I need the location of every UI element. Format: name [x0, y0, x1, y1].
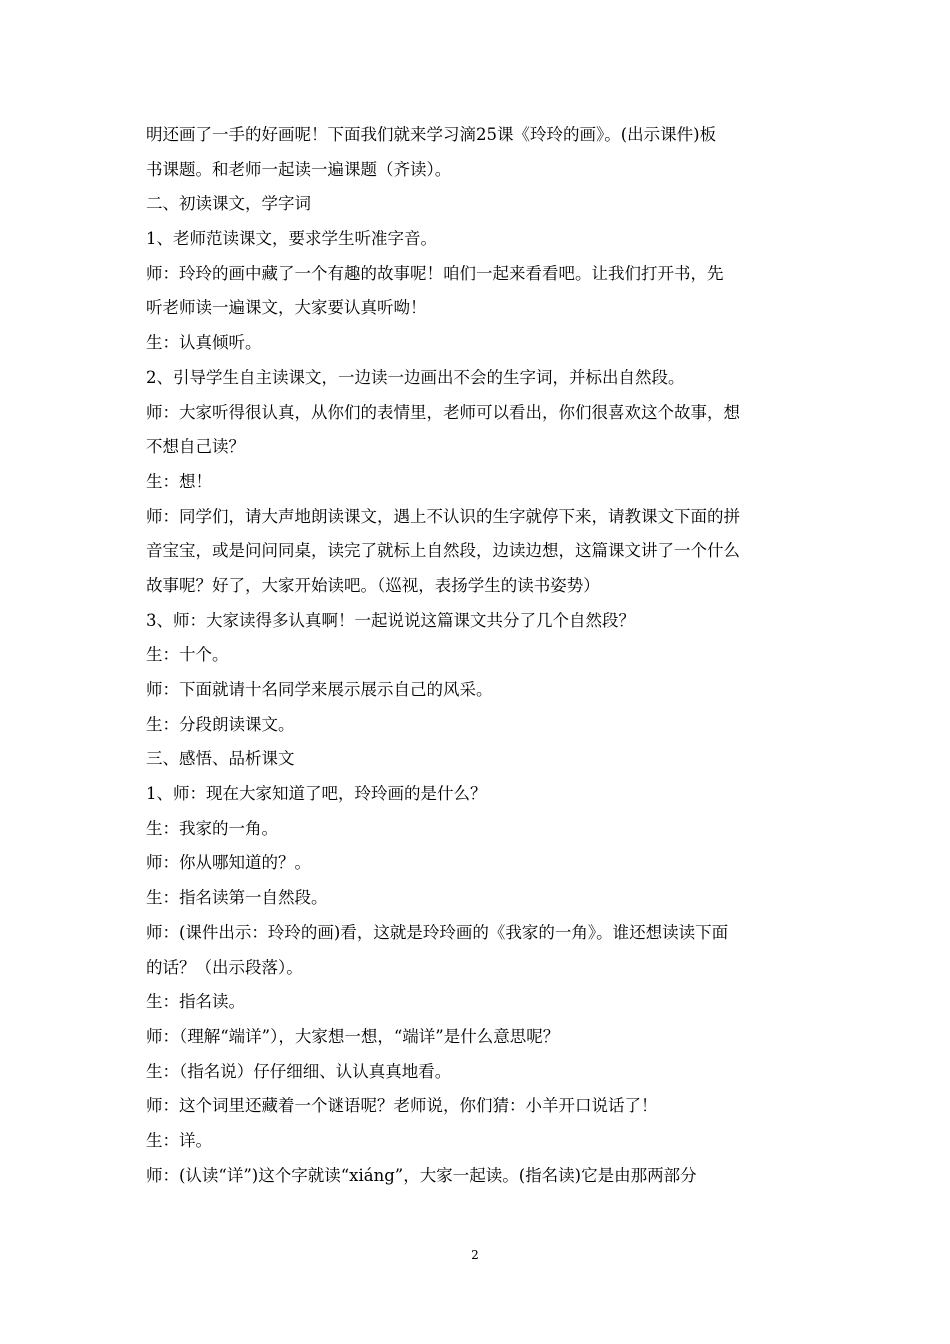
text-line: 生：十个。 — [146, 645, 229, 665]
text-line: 1、师：现在大家知道了吧，玲玲画的是什么？ — [146, 784, 487, 804]
text-line: 的话？（出示段落）。 — [146, 957, 303, 977]
text-line: 生：指名读第一自然段。 — [146, 888, 328, 908]
text-line: 师：这个词里还藏着一个谜语呢？老师说，你们猜：小羊开口说话了！ — [146, 1096, 658, 1116]
text-line: 2、引导学生自主读课文，一边读一边画出不会的生字词，并标出自然段。 — [146, 367, 685, 387]
text-line: 生：想！ — [146, 471, 212, 491]
document-body — [146, 118, 816, 1193]
text-line: 不想自己读？ — [146, 437, 245, 457]
text-line: 师：（理解“端详”），大家想一想，“端详”是什么意思呢？ — [146, 1026, 560, 1046]
text-line: 生：分段朗读课文。 — [146, 714, 295, 734]
text-line: 故事呢？好了，大家开始读吧。（巡视，表扬学生的读书姿势） — [146, 575, 600, 595]
text-line: 音宝宝，或是问问同桌，读完了就标上自然段，边读边想，这篇课文讲了一个什么 — [146, 541, 740, 561]
section-heading: 三、感悟、品析课文 — [146, 749, 295, 769]
text-line: 师：玲玲的画中藏了一个有趣的故事呢！咱们一起来看看吧。让我们打开书，先 — [146, 263, 724, 283]
text-line: 明还画了一手的好画呢！下面我们就来学习滴25课《玲玲的画》。(出示课件)板 — [146, 125, 717, 144]
text-line: 生：详。 — [146, 1130, 212, 1150]
text-line: 生：认真倾听。 — [146, 333, 262, 353]
text-line: 生：（指名说）仔仔细细、认认真真地看。 — [146, 1061, 452, 1081]
text-line: 师：下面就请十名同学来展示展示自己的风采。 — [146, 680, 493, 699]
section-heading: 二、初读课文，学字词 — [146, 194, 311, 214]
text-line: 书课题。和老师一起读一遍课题（齐读）。 — [146, 159, 452, 179]
page-number: 2 — [471, 1248, 479, 1262]
text-line: 师：同学们，请大声地朗读课文，遇上不认识的生字就停下来，请教课文下面的拼 — [146, 506, 740, 526]
text-line: 生：指名读。 — [146, 992, 245, 1012]
text-line: 师：你从哪知道的？。 — [146, 853, 311, 873]
text-line: 听老师读一遍课文，大家要认真听呦！ — [146, 298, 427, 318]
text-line: 1、老师范读课文，要求学生听准字音。 — [146, 229, 437, 249]
text-line: 生：我家的一角。 — [146, 818, 278, 838]
text-line: 师：(课件出示：玲玲的画)看，这就是玲玲画的《我家的一角》。谁还想读读下面 — [146, 922, 729, 942]
text-line: 师：(认读“详”)这个字就读“xiáng”，大家一起读。(指名读)它是由那两部分 — [146, 1165, 697, 1185]
text-line: 师：大家听得很认真，从你们的表情里，老师可以看出，你们很喜欢这个故事，想 — [146, 402, 740, 422]
text-line: 3、师：大家读得多认真啊！一起说说这篇课文共分了几个自然段？ — [146, 610, 635, 630]
